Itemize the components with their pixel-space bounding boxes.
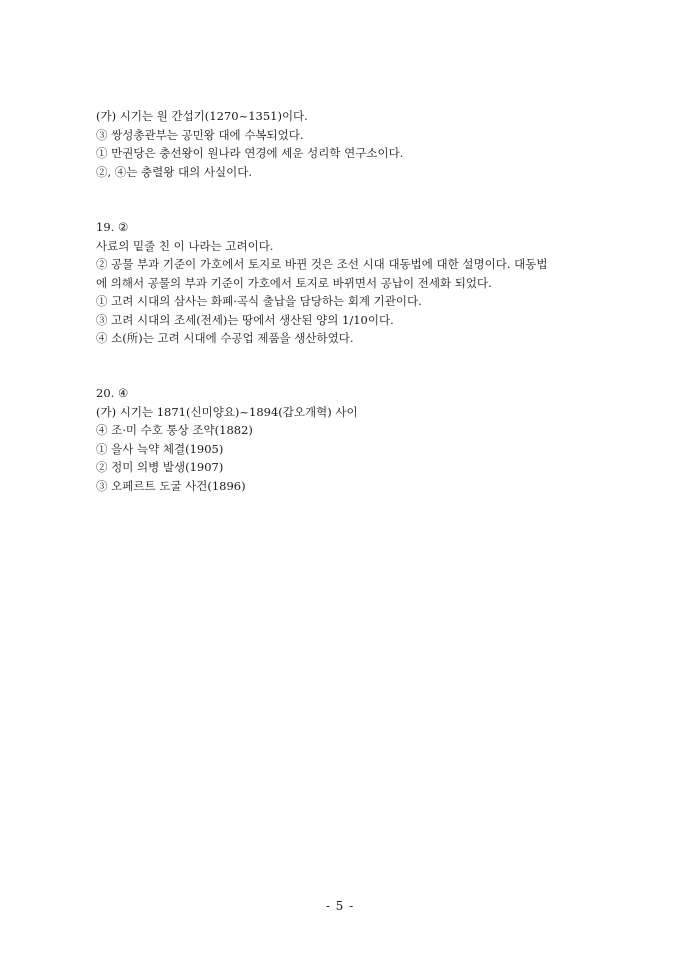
answer-explanation-20: [96, 384, 596, 495]
explanation-line: ④ 소(所)는 고려 시대에 수공업 제품을 생산하였다.: [96, 331, 354, 345]
explanation-line: 에 의해서 공물의 부과 기준이 가호에서 토지로 바뀌면서 공납이 전세화 되었다.: [96, 275, 492, 290]
explanation-line: ① 만권당은 충선왕이 원나라 연경에 세운 성리학 연구소이다.: [96, 146, 404, 160]
explanation-line: ④ 조·미 수호 통상 조약(1882): [96, 423, 253, 437]
answer-explanation-19: [96, 218, 596, 348]
explanation-line: ② 공물 부과 기준이 가호에서 토지로 바뀐 것은 조선 시대 대동법에 대한 설명이다. 대동법: [96, 257, 548, 271]
question-answer-heading: 19. ②: [96, 220, 129, 234]
explanation-line: ②, ④는 충렬왕 대의 사실이다.: [96, 164, 253, 179]
explanation-line: ③ 쌍성총관부는 공민왕 대에 수복되었다.: [96, 127, 304, 142]
explanation-line: ① 을사 늑약 체결(1905): [96, 441, 224, 456]
explanation-line: (가) 시기는 원 간섭기(1270~1351)이다.: [96, 109, 308, 123]
answer-explanation-18: [96, 107, 596, 181]
explanation-line: (가) 시기는 1871(신미양요)~1894(갑오개혁) 사이: [96, 404, 358, 419]
page-number: - 5 -: [325, 899, 355, 913]
explanation-line: ① 고려 시대의 삼사는 화폐·곡식 출납을 담당하는 회계 기관이다.: [96, 294, 422, 308]
explanation-line: ③ 고려 시대의 조세(전세)는 땅에서 생산된 양의 1/10이다.: [96, 312, 394, 327]
explanation-line: ③ 오페르트 도굴 사건(1896): [96, 478, 246, 493]
explanation-line: ② 정미 의병 발생(1907): [96, 460, 224, 474]
explanation-line: 사료의 밑줄 친 이 나라는 고려이다.: [96, 238, 274, 253]
question-answer-heading: 20. ④: [96, 386, 129, 400]
